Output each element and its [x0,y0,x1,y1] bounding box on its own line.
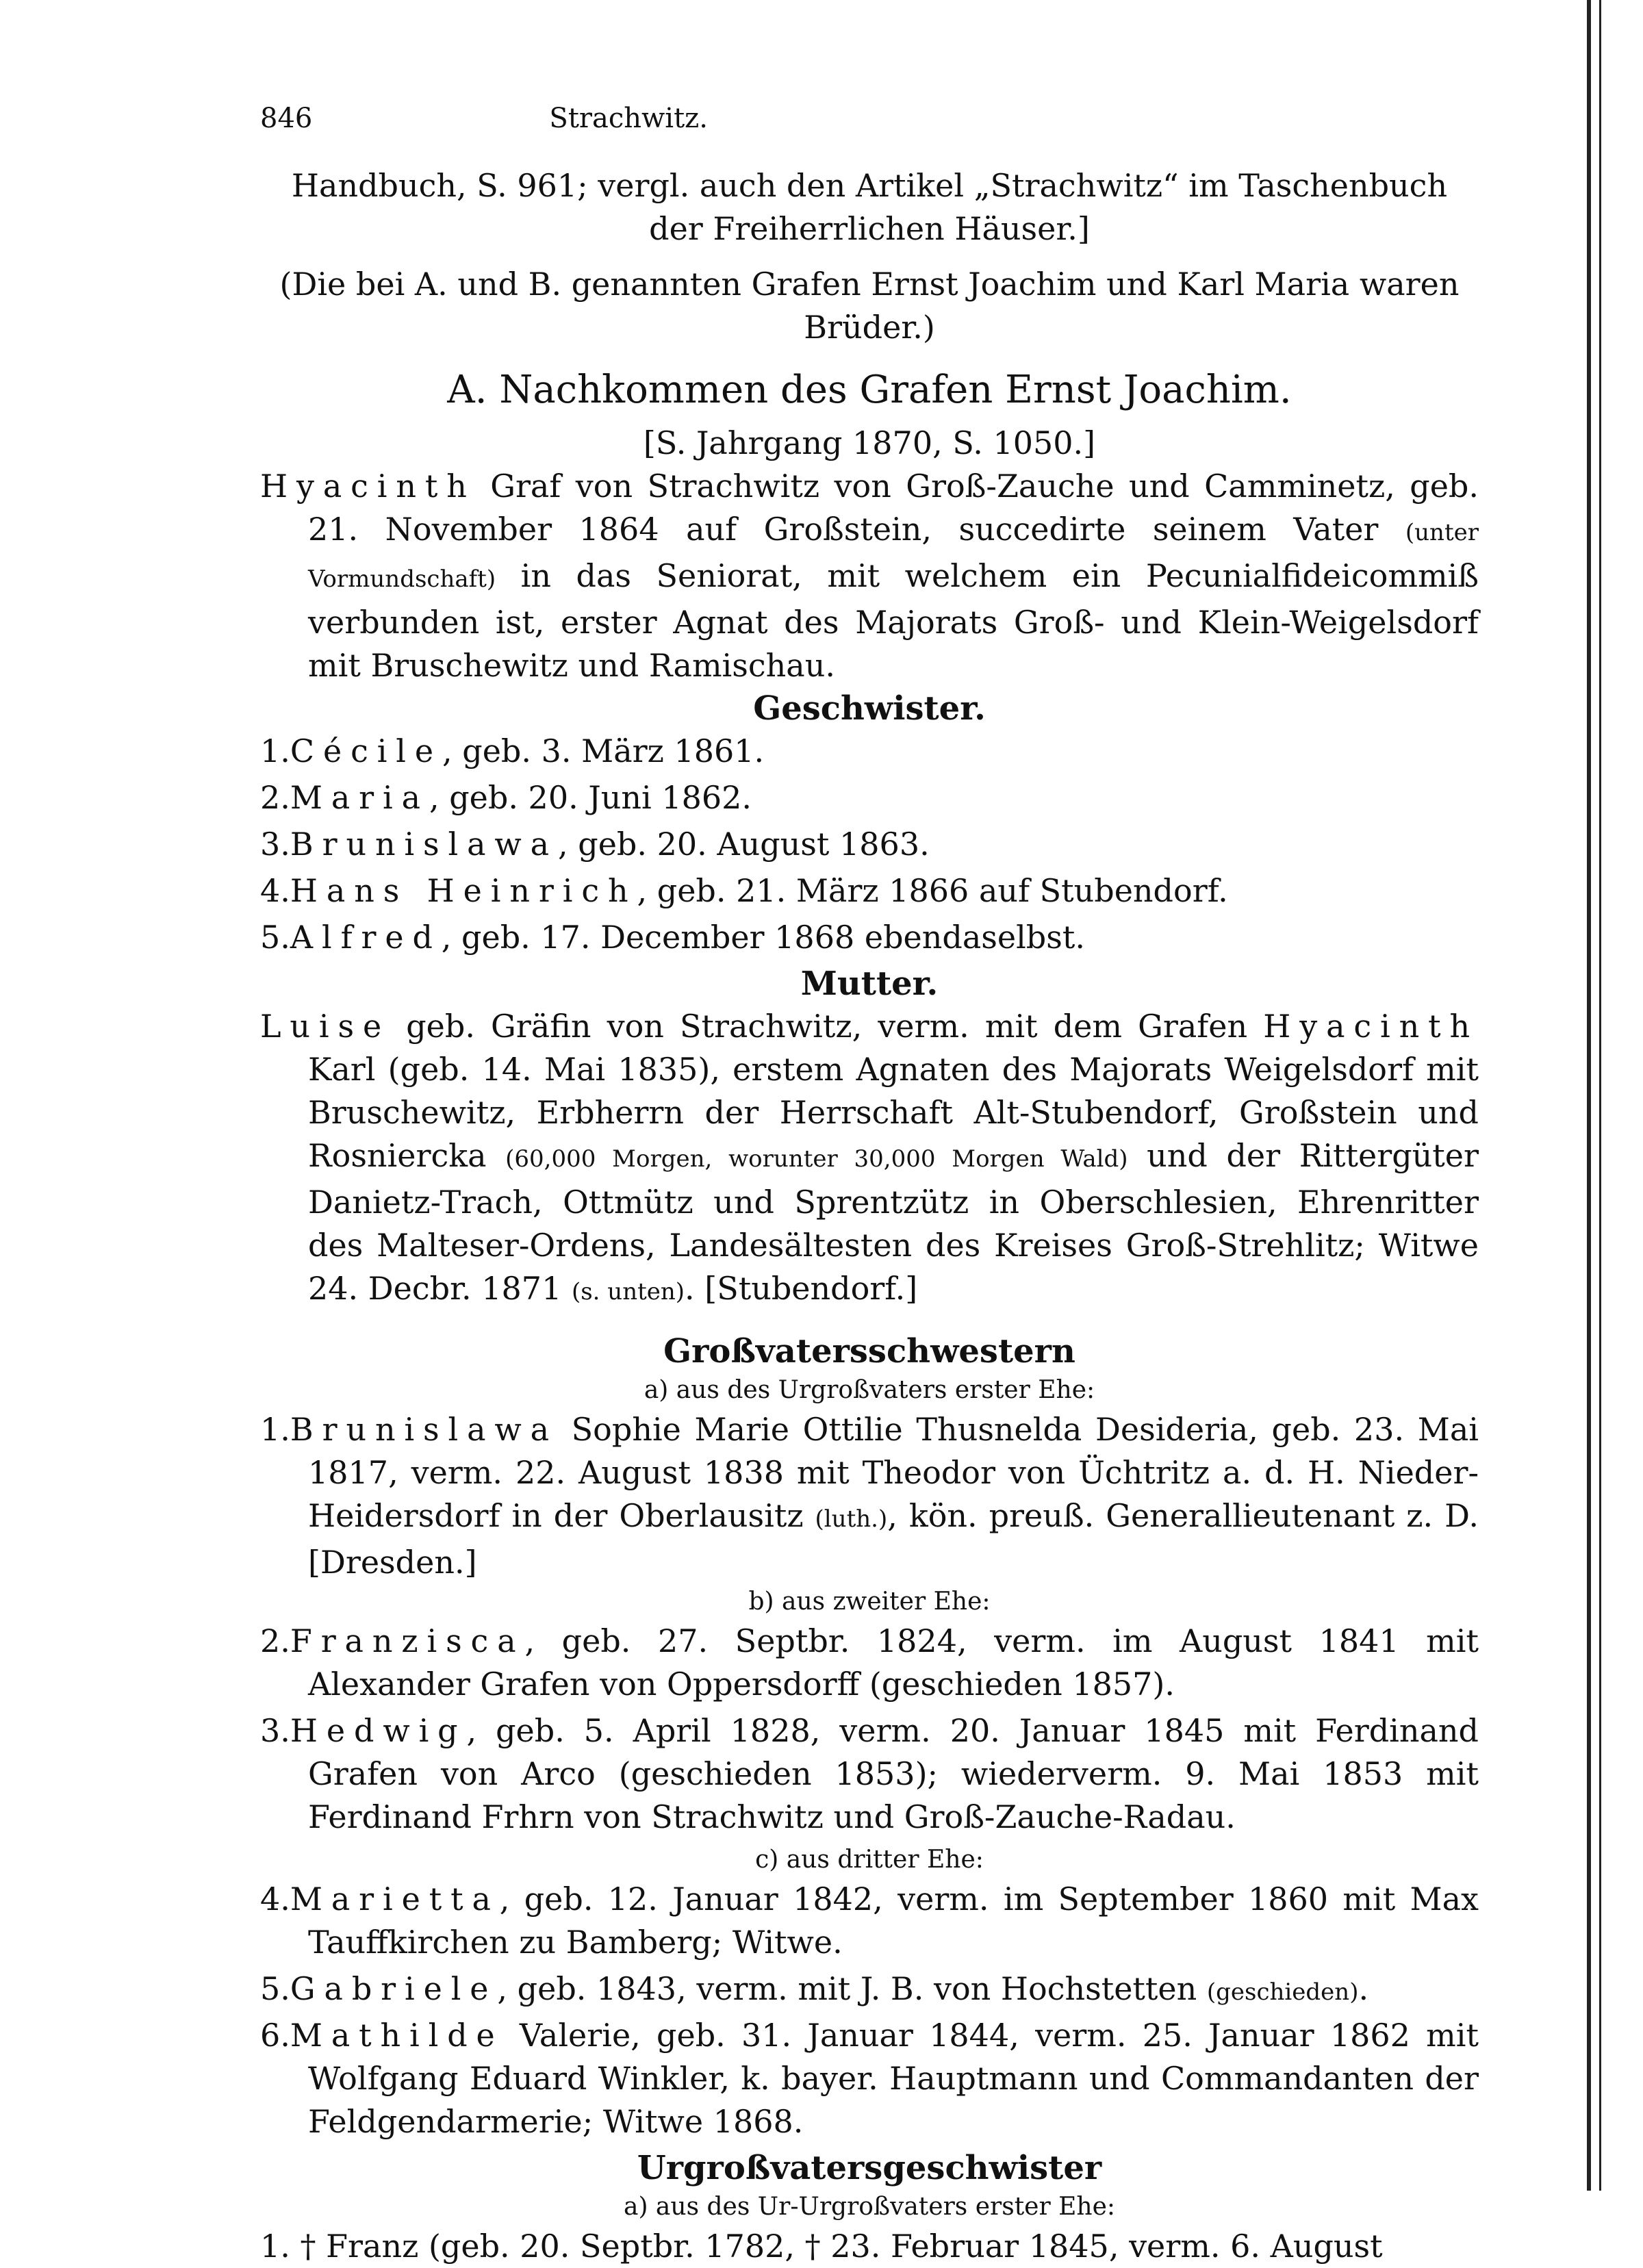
intro-text: Handbuch, S. 961; vergl. auch den Artikel „Strachwitz“ im Taschenbuch der Freiherrlichen Häuser.] [291,167,1448,247]
head-text: Graf von Strachwitz von Groß-Zauche und Camminetz, geb. 21. November 1864 auf Großstein, succedirte seinem Vater [308,468,1479,548]
spouse-name: Hyacinth [1263,1008,1479,1045]
item-small-text: (geschieden) [1206,1978,1359,2006]
item-name: Hans Heinrich [290,872,637,909]
head-small-text: (unter Vormundschaft) [308,519,1479,593]
head-text: in das Seniorat, mit welchem ein Pecunialfideicommiß verbunden ist, erster Agnat des Majorats Groß- und Klein-Weigelsdorf mit Bruschewitz und Ramischau. [308,557,1479,684]
mother-entry [260,1005,1479,1314]
list-item [260,916,1479,963]
list-item [260,730,1479,776]
great-grandfather-siblings-heading: Urgroßvatersgeschwister [637,2149,1102,2187]
section-title: A. Nachkommen des Grafen Ernst Joachim. [447,368,1292,412]
item-text: Sophie Marie Ottilie Thusnelda Desideria, geb. 23. Mai 1817, verm. 22. August 1838 mit Theodor von Üchtritz a. d. H. Nieder-Heidersdorf in der Oberlausitz [308,1411,1479,1534]
mother-name: Luise [260,1008,391,1045]
book-page [260,103,1479,2268]
item-text: , geb. 12. Januar 1842, verm. im September 1860 mit Max Tauffkirchen zu Bamberg; Witwe. [308,1881,1479,1961]
item-number: 6. [260,2017,290,2054]
mother-heading: Mutter. [800,965,939,1003]
grandfather-sisters-list [260,1373,1479,2147]
list-item [260,823,1479,869]
item-number: 3. [260,826,290,863]
item-name: Franzisca [290,1622,525,1659]
item-number: 2. [260,1622,290,1659]
item-text: , geb. 20. Juni 1862. [429,779,752,816]
item-name: Gabriele [290,1970,498,2007]
item-name: Brunislawa [290,1411,558,1448]
item-number: 5. [260,1970,290,2007]
subgroup-label: a) aus des Ur-Urgroßvaters erster Ehe: [623,2193,1116,2221]
item-text: , geb. 3. März 1861. [442,732,765,769]
item-number: 1. [260,732,290,769]
item-number: 1. [260,1411,290,1448]
item-text: , geb. 21. März 1866 auf Stubendorf. [637,872,1228,909]
siblings-heading: Geschwister. [753,689,986,728]
mother-text: . [Stubendorf.] [685,1270,918,1307]
list-item [260,1967,1479,2014]
item-number: 4. [260,872,290,909]
list-item [260,776,1479,823]
subgroup-label: c) aus dritter Ehe: [755,1846,984,1874]
item-small-text: (luth.) [815,1505,888,1533]
item-text: , geb. 17. December 1868 ebendaselbst. [441,919,1085,956]
list-item [260,869,1479,916]
running-title: Strachwitz. [549,103,708,134]
item-number: 2. [260,779,290,816]
mother-text: geb. Gräfin von Strachwitz, verm. mit dem Grafen [390,1008,1264,1045]
mother-small-text: (60,000 Morgen, worunter 30,000 Morgen Wald) [505,1145,1128,1173]
mother-text: Karl (geb. 14. Mai 1835), erstem Agnaten des Majorats Weigelsdorf mit Bruschewitz, Erbherrn der Herrschaft Alt-Stubendorf, Großstein und Rosniercka [308,1051,1479,1174]
intro-note: (Die bei A. und B. genannten Grafen Ernst Joachim und Karl Maria waren Brüder.) [279,266,1460,346]
head-entry [260,465,1479,687]
item-number: 4. [260,1881,290,1917]
list-item [260,1408,1479,1584]
item-text: . [1358,1970,1369,2007]
grandfather-sisters-heading: Großvatersschwestern [663,1332,1075,1371]
scan-edge-line [1599,0,1601,2191]
item-name: Marietta [290,1881,500,1917]
item-text: , geb. 20. August 1863. [558,826,930,863]
item-number: 1. [260,2228,290,2265]
subgroup-label: b) aus zweiter Ehe: [748,1588,991,1616]
subgroup-label: a) aus des Urgroßvaters erster Ehe: [644,1376,1095,1404]
page-header [260,103,945,151]
item-name: Cécile [290,732,442,769]
list-item [260,2014,1479,2147]
item-text: , geb. 5. April 1828, verm. 20. Januar 1845 mit Ferdinand Grafen von Arco (geschieden 1853); wiederverm. 9. Mai 1853 mit Ferdinand Frhrn von Strachwitz und Groß-Zauche-Radau. [308,1712,1479,1835]
head-name: Hyacinth [260,468,476,505]
siblings-list [260,730,1479,963]
list-item [260,1620,1479,1709]
scan-edge-line [1587,0,1591,2191]
mother-small-text: (s. unten) [571,1278,685,1305]
item-number: 3. [260,1712,290,1749]
item-number: 5. [260,919,290,956]
section-reference: [S. Jahrgang 1870, S. 1050.] [643,424,1096,461]
item-name: Hedwig [290,1712,467,1749]
item-text: Valerie, geb. 31. Januar 1844, verm. 25. Januar 1862 mit Wolfgang Eduard Winkler, k. bayer. Hauptmann und Commandanten der Feldgendarmerie; Witwe 1868. [308,2017,1479,2140]
item-text: † Franz (geb. 20. Septbr. 1782, † 23. Februar 1845, verm. 6. August [300,2228,1383,2265]
item-text: , geb. 1843, verm. mit J. B. von Hochstetten [497,1970,1207,2007]
page-number: 846 [260,103,313,134]
item-name: Brunislawa [290,826,558,863]
item-text: , geb. 27. Septbr. 1824, verm. im August 1841 mit Alexander Grafen von Oppersdorff (geschieden 1857). [308,1622,1479,1703]
list-item [260,1709,1479,1842]
item-text: , kön. preuß. Generallieutenant z. D. [Dresden.] [308,1497,1479,1581]
list-item [260,2225,1479,2268]
item-name: Maria [290,779,429,816]
mother-text: und der Rittergüter Danietz-Trach, Ottmütz und Sprentzütz in Oberschlesien, Ehrenritter des Malteser-Ordens, Landesältesten des Kreises Groß-Strehlitz; Witwe 24. Decbr. 1871 [308,1137,1479,1307]
item-name: Alfred [290,919,442,956]
list-item [260,1878,1479,1967]
item-name: Mathilde [290,2017,504,2054]
